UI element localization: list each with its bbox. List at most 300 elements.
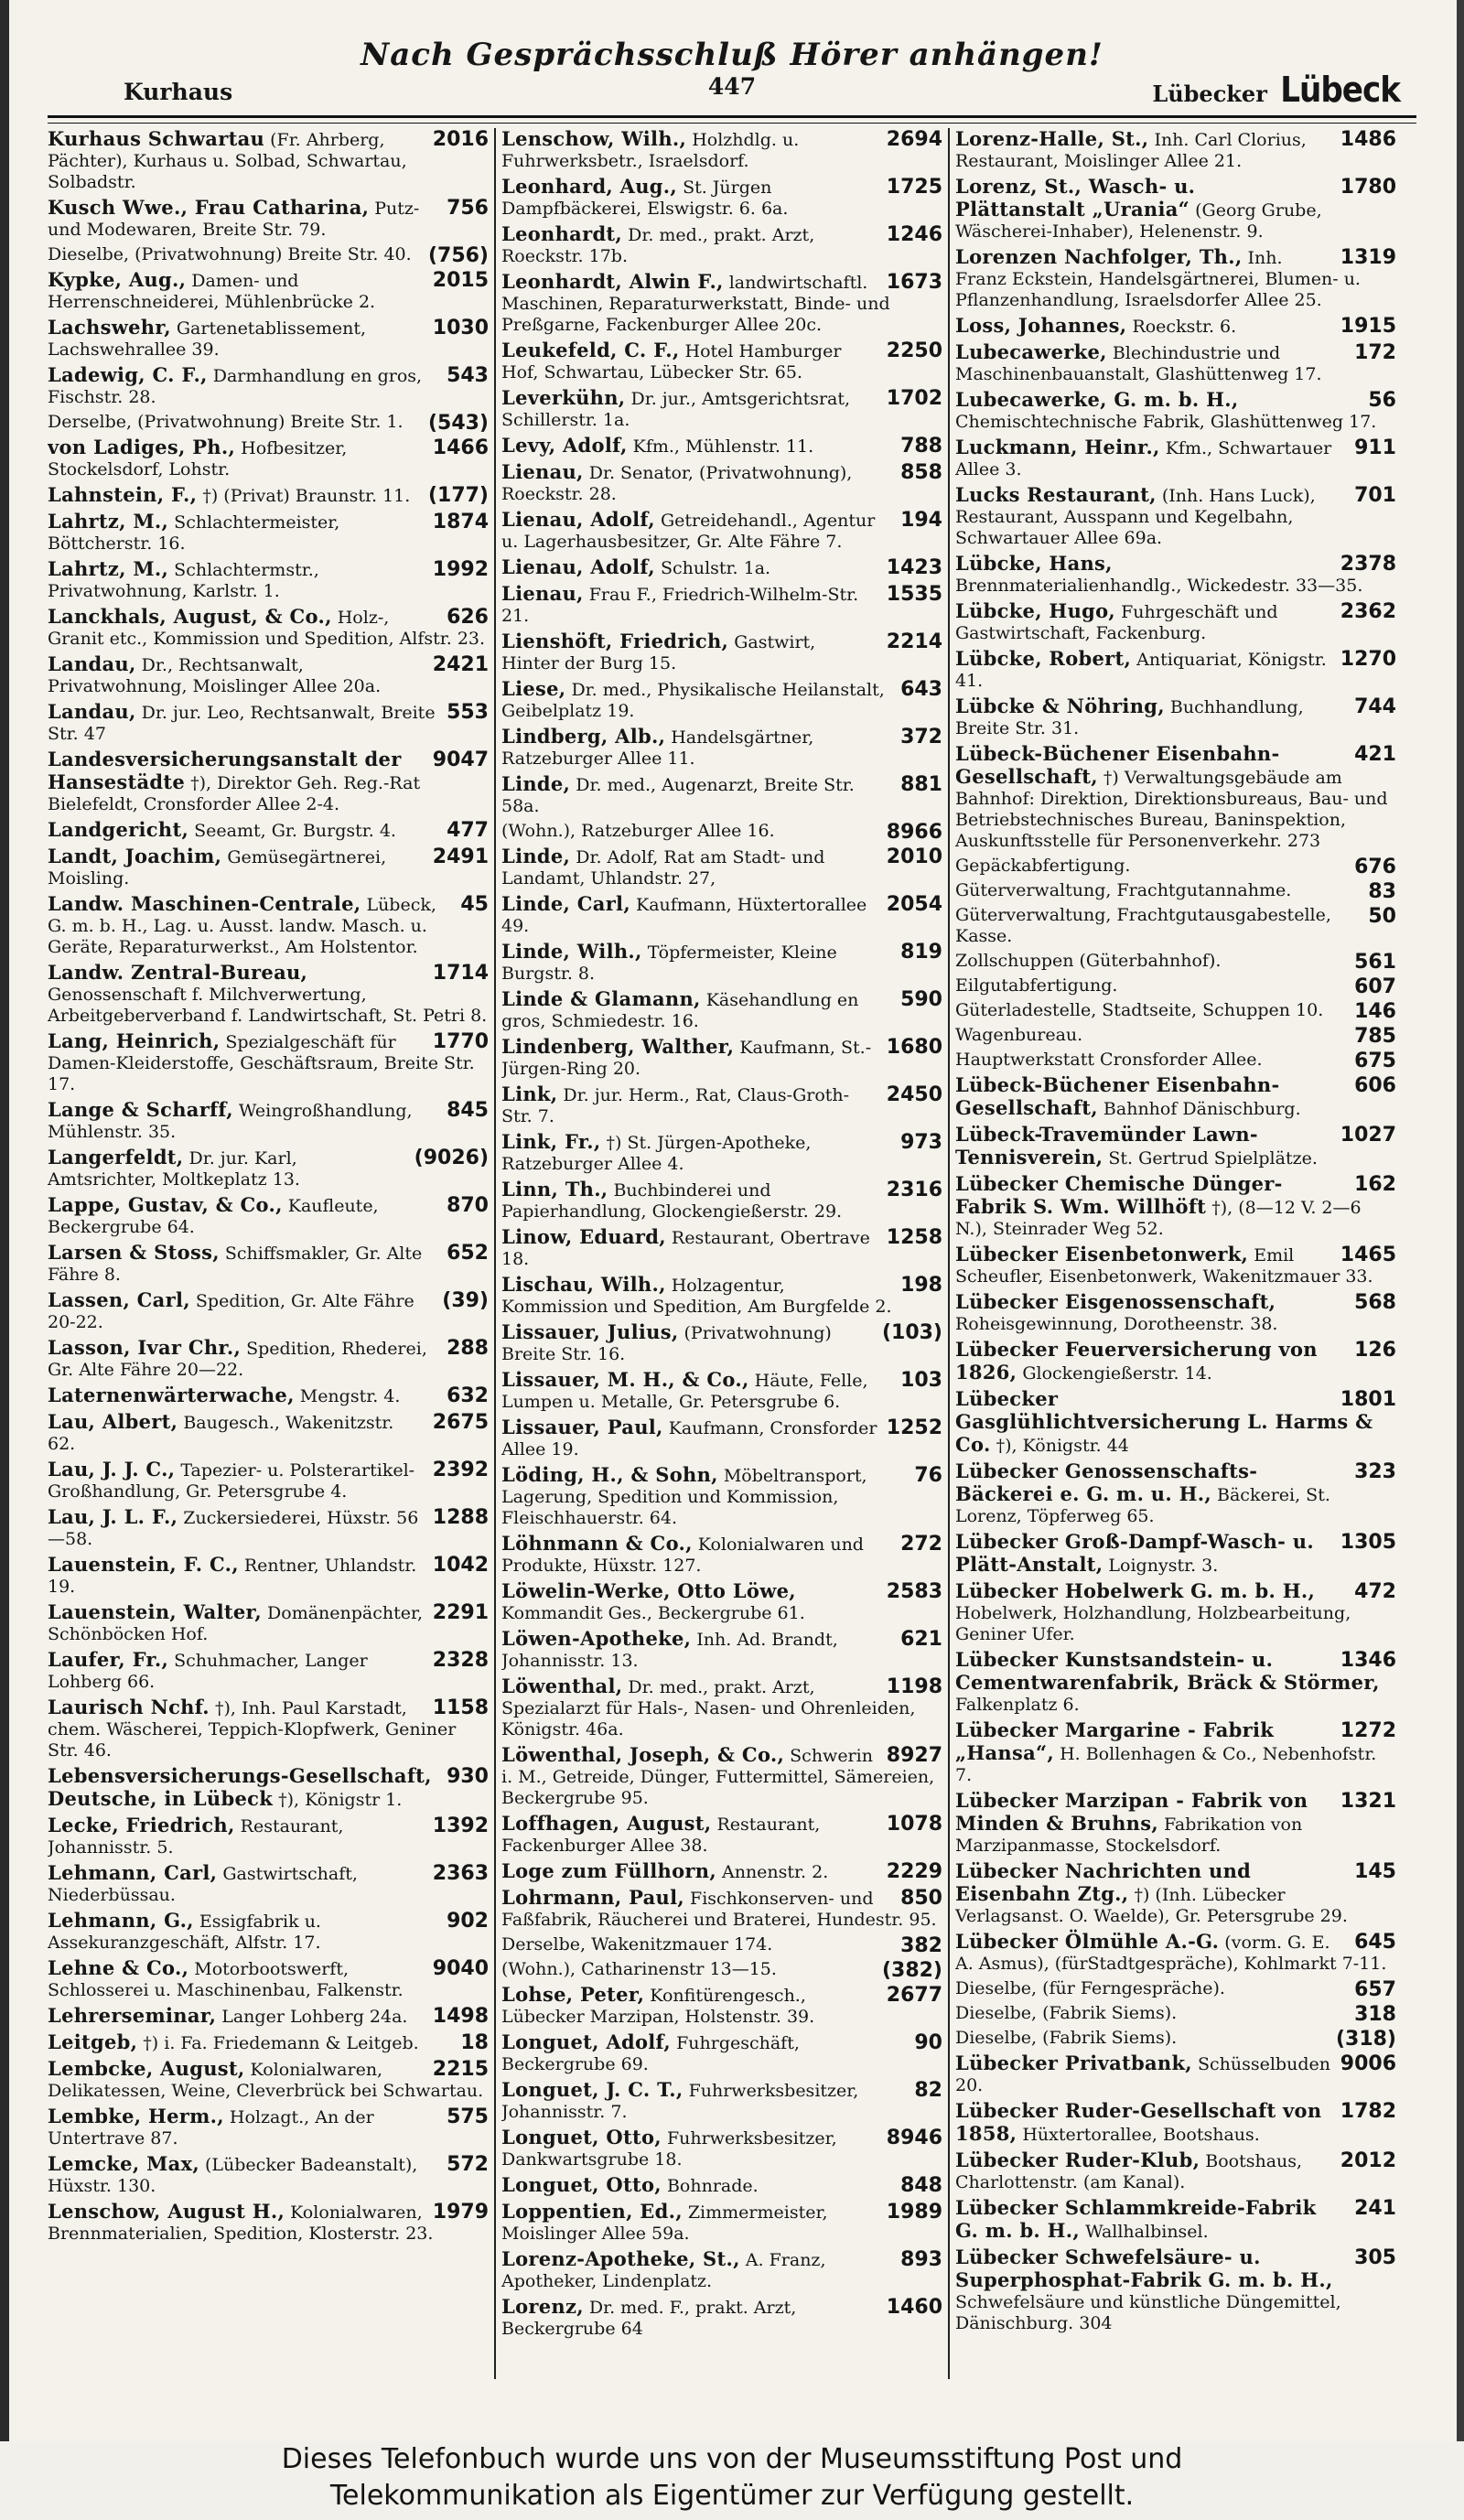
entry-name: Levy, Adolf, xyxy=(501,434,628,457)
entry-details: Kaufmann, Cronsforder Allee 19. xyxy=(501,1418,877,1459)
phone-number: 9047 xyxy=(432,748,489,771)
directory-entry xyxy=(48,1337,489,1381)
entry-details: Inh. Ad. Brandt, Johannisstr. 13. xyxy=(501,1630,838,1671)
header-rule-thin xyxy=(48,123,1416,124)
entry-details: Restaurant, Fackenburger Allee 38. xyxy=(501,1815,821,1856)
phone-number: 8946 xyxy=(886,2127,942,2149)
directory-entry xyxy=(48,1506,489,1550)
directory-entry xyxy=(48,1384,489,1407)
entry-name: Lasson, Ivar Chr., xyxy=(48,1336,242,1359)
entry-details: †) Verwaltungsgebäude am Bahnhof: Direktion, Direktionsbureaus, Bau- und Betriebstechnisches Bureau, Baninspektion, Auskunftsstelle für Personenverkehr. 273 xyxy=(955,768,1388,851)
entry-name: Lindenberg, Walther, xyxy=(501,1035,735,1058)
entry-name: Löwelin-Werke, Otto Löwe, xyxy=(501,1579,796,1602)
entry-name: Lienau, xyxy=(501,460,584,483)
phone-number: 973 xyxy=(900,1131,942,1154)
phone-number: 701 xyxy=(1354,484,1396,507)
entry-details: Kfm., Schwartauer Allee 3. xyxy=(955,438,1332,479)
entry-name: Linn, Th., xyxy=(501,1178,608,1201)
entry-details: Kolonialwaren und Produkte, Hüxstr. 127. xyxy=(501,1535,864,1576)
phone-number: 1535 xyxy=(886,583,942,606)
phone-number: 1258 xyxy=(886,1226,942,1249)
directory-entry xyxy=(955,553,1396,597)
directory-entry xyxy=(501,461,942,505)
entry-details: (Privatwohnung) Breite Str. 16. xyxy=(501,1323,832,1364)
entry-name: Lübecker Ruder-Gesellschaft von 1858, xyxy=(955,2099,1322,2145)
directory-entry xyxy=(501,1887,942,1931)
entry-name: Laternenwärterwache, xyxy=(48,1384,295,1406)
entry-name: Lübeck-Travemünder Lawn-Tennisverein, xyxy=(955,1123,1258,1168)
phone-number: 145 xyxy=(1354,1860,1396,1883)
directory-entry xyxy=(501,1274,942,1318)
entry-details: Holzagentur, Kommission und Spedition, Am Burgfelde 2. xyxy=(501,1276,892,1317)
directory-entry xyxy=(501,223,942,267)
phone-number: 676 xyxy=(1354,856,1396,878)
phone-number: 1992 xyxy=(432,558,489,581)
entry-details: Bootshaus, Charlottenstr. (am Kanal). xyxy=(955,2151,1303,2192)
phone-number: 1801 xyxy=(1340,1388,1396,1411)
entry-name: Linde, xyxy=(501,845,571,867)
entry-details: Kaufmann, Hüxtertorallee 49. xyxy=(501,895,867,936)
page-header xyxy=(37,37,1427,119)
phone-number: 1027 xyxy=(1340,1124,1396,1147)
entry-name: Link, xyxy=(501,1082,558,1105)
entry-details: Kommandit Ges., Beckergrube 61. xyxy=(501,1603,805,1623)
page-number: 447 xyxy=(707,73,757,100)
directory-entry xyxy=(501,773,942,817)
footer-note xyxy=(0,2441,1464,2520)
entry-details: Emil Scheufler, Eisenbetonwerk, Wakenitzmauer 33. xyxy=(955,1245,1373,1287)
phone-number: 76 xyxy=(914,1464,942,1487)
phone-number: 607 xyxy=(1354,975,1396,998)
directory-entry xyxy=(501,821,942,842)
entry-details: Derselbe, Wakenitzmauer 174. xyxy=(501,1934,773,1955)
directory-entry xyxy=(955,128,1396,172)
entry-details: Roeckstr. 6. xyxy=(1132,317,1237,337)
phone-number: 9040 xyxy=(432,1957,489,1980)
phone-number: 103 xyxy=(900,1369,942,1392)
entry-details: St. Gertrud Spielplätze. xyxy=(1108,1148,1318,1168)
directory-entry xyxy=(501,1226,942,1270)
phone-number: 45 xyxy=(460,893,489,916)
directory-entry xyxy=(501,726,942,770)
directory-entry xyxy=(955,2028,1396,2049)
entry-name: Laurisch Nchf. xyxy=(48,1696,210,1718)
phone-number: 1486 xyxy=(1340,128,1396,151)
directory-entry xyxy=(955,1860,1396,1927)
entry-name: Loffhagen, August, xyxy=(501,1812,712,1835)
phone-number: 2392 xyxy=(432,1459,489,1481)
entry-name: Lehmann, Carl, xyxy=(48,1861,218,1884)
entry-details: Inh. Carl Clorius, Restaurant, Moislinger Allee 21. xyxy=(955,130,1307,171)
phone-number: 1725 xyxy=(886,176,942,199)
phone-number: 1270 xyxy=(1340,648,1396,671)
header-rule-thick xyxy=(48,115,1416,118)
entry-details: Hobelwerk, Holzhandlung, Holzbearbeitung, Geniner Ufer. xyxy=(955,1603,1351,1644)
entry-details: Gastwirt, Hinter der Burg 15. xyxy=(501,632,816,673)
phone-number: 126 xyxy=(1354,1339,1396,1362)
entry-details: Damen- und Herrenschneiderei, Mühlenbrücke 2. xyxy=(48,271,376,312)
phone-number: 2012 xyxy=(1340,2149,1396,2172)
directory-entry xyxy=(955,1173,1396,1240)
entry-name: Lübcke, Robert, xyxy=(955,647,1132,670)
entry-name: Longuet, Adolf, xyxy=(501,2030,672,2053)
directory-entry xyxy=(48,606,489,650)
phone-number: 553 xyxy=(447,701,489,724)
phone-number: 2214 xyxy=(886,630,942,653)
phone-number: (177) xyxy=(427,484,489,507)
entry-details: (Inh. Hans Luck), Restaurant, Ausspann und Kegelbahn, Schwartauer Allee 69a. xyxy=(955,486,1316,548)
scan-edge-right xyxy=(1457,0,1464,2441)
entry-details: Konfitürengesch., Lübecker Marzipan, Holstenstr. 39. xyxy=(501,1986,815,2027)
entry-name: Landesversicherungsanstalt der Hansestädte xyxy=(48,748,402,793)
entry-details: Kaufleute, Beckergrube 64. xyxy=(48,1196,379,1237)
directory-entry xyxy=(48,1289,489,1333)
entry-name: Linde & Glamann, xyxy=(501,987,701,1010)
entry-name: von Ladiges, Ph., xyxy=(48,436,236,458)
phone-number: 1498 xyxy=(432,2005,489,2028)
phone-number: 626 xyxy=(447,606,489,629)
entry-name: Lorenz, xyxy=(501,2295,584,2318)
directory-entry xyxy=(501,1464,942,1529)
phone-number: 82 xyxy=(914,2079,942,2102)
entry-name: Lissauer, Julius, xyxy=(501,1320,679,1343)
directory-entry xyxy=(501,556,942,579)
entry-details: Kfm., Mühlenstr. 11. xyxy=(632,436,814,457)
directory-entry xyxy=(501,583,942,627)
entry-name: Liese, xyxy=(501,677,566,700)
directory-entry xyxy=(955,1339,1396,1384)
entry-name: Kusch Wwe., Frau Catharina, xyxy=(48,196,370,219)
entry-details: Buchbinderei und Papierhandlung, Glockengießerstr. 29. xyxy=(501,1180,843,1222)
phone-number: (39) xyxy=(442,1289,489,1312)
entry-details: A. Franz, Apotheker, Lindenplatz. xyxy=(501,2250,826,2291)
entry-name: Kurhaus Schwartau xyxy=(48,128,265,150)
entry-name: Lecke, Friedrich, xyxy=(48,1814,235,1836)
entry-name: Lorenz, St., Wasch- u. Plättanstalt „Urania“ xyxy=(955,175,1196,221)
entry-details: Frau F., Friedrich-Wilhelm-Str. 21. xyxy=(501,585,859,626)
entry-details: Annenstr. 2. xyxy=(721,1862,829,1882)
entry-name: Lanckhals, August, & Co., xyxy=(48,605,332,628)
directory-entry xyxy=(48,1862,489,1906)
phone-number: 2015 xyxy=(432,269,489,292)
phone-number: 1272 xyxy=(1340,1719,1396,1742)
entry-details: †) St. Jürgen-Apotheke, Ratzeburger Allee 4. xyxy=(501,1133,812,1174)
phone-number: 1158 xyxy=(432,1696,489,1719)
phone-number: 1714 xyxy=(432,962,489,985)
directory-entry xyxy=(48,558,489,602)
entry-details: Darmhandlung en gros, Fischstr. 28. xyxy=(48,366,423,407)
directory-entry xyxy=(501,1675,942,1740)
entry-details: Tapezier- u. Polsterartikel-Großhandlung, Gr. Petersgrube 4. xyxy=(48,1460,415,1502)
phone-number: 2421 xyxy=(432,653,489,676)
directory-entry xyxy=(501,176,942,220)
directory-entry xyxy=(501,2031,942,2075)
column-1 xyxy=(48,128,489,2388)
phone-number: 575 xyxy=(447,2105,489,2128)
directory-entry xyxy=(48,1459,489,1502)
entry-name: Lorenz-Halle, St., xyxy=(955,128,1149,150)
phone-number: 305 xyxy=(1354,2246,1396,2269)
directory-entry xyxy=(501,1083,942,1127)
entry-details: Loignystr. 3. xyxy=(1108,1556,1219,1576)
entry-name: Lubecawerke, G. m. b. H., xyxy=(955,388,1239,411)
entry-details: Spedition, Rhederei, Gr. Alte Fähre 20—22. xyxy=(48,1339,427,1380)
phone-number: (9026) xyxy=(414,1147,489,1169)
directory-entry xyxy=(501,1369,942,1413)
directory-entry xyxy=(501,1628,942,1672)
entry-name: Lübecker Gasglühlichtversicherung L. Harms & Co. xyxy=(955,1387,1373,1456)
directory-entry xyxy=(48,2201,489,2245)
entry-details: Holzhdlg. u. Fuhrwerksbetr., Israelsdorf. xyxy=(501,130,800,171)
phone-number: 2363 xyxy=(432,1862,489,1885)
directory-entry xyxy=(48,1910,489,1954)
entry-details: (Wohn.), Ratzeburger Allee 16. xyxy=(501,821,775,841)
entry-name: Lübcke & Nöhring, xyxy=(955,695,1165,717)
entry-name: Lau, J. L. F., xyxy=(48,1505,178,1528)
entry-name: Lahrtz, M., xyxy=(48,510,169,533)
entry-name: Luckmann, Heinr., xyxy=(955,436,1160,458)
phone-number: 645 xyxy=(1354,1931,1396,1954)
entry-details: Hauptwerkstatt Cronsforder Allee. xyxy=(955,1050,1263,1070)
directory-entry xyxy=(501,2079,942,2123)
phone-number: 657 xyxy=(1354,1978,1396,2001)
entry-details: Güterverwaltung, Frachtgutannahme. xyxy=(955,880,1292,900)
entry-name: Landgericht, xyxy=(48,818,189,841)
phone-number: 756 xyxy=(447,197,489,220)
entry-name: Lindberg, Alb., xyxy=(501,725,666,748)
directory-entry xyxy=(955,1244,1396,1287)
header-first-entry: Kurhaus xyxy=(124,79,233,105)
phone-number: 561 xyxy=(1354,951,1396,974)
directory-entry xyxy=(48,484,489,507)
entry-name: Lissauer, Paul, xyxy=(501,1416,663,1438)
entry-name: Leonhardt, Alwin F., xyxy=(501,270,724,293)
entry-details: Schiffsmakler, Gr. Alte Fähre 8. xyxy=(48,1244,423,1285)
entry-details: Restaurant, Johannisstr. 5. xyxy=(48,1816,344,1858)
entry-details: Glockengießerstr. 14. xyxy=(1022,1363,1212,1384)
phone-number: 421 xyxy=(1354,743,1396,766)
phone-number: 1915 xyxy=(1340,315,1396,338)
entry-name: Lauenstein, Walter, xyxy=(48,1600,262,1623)
entry-details: †) (Privat) Braunstr. 11. xyxy=(202,486,411,506)
entry-name: Lehrerseminar, xyxy=(48,2004,217,2027)
directory-entry xyxy=(955,695,1396,739)
entry-name: Lübeck-Büchener Eisenbahn-Gesellschaft, xyxy=(955,1073,1280,1119)
directory-entry xyxy=(48,1815,489,1858)
entry-details: †) (Inh. Lübecker Verlagsanst. O. Waelde), Gr. Petersgrube 29. xyxy=(955,1885,1348,1926)
phone-number: 848 xyxy=(900,2174,942,2197)
entry-details: Dr. med. F., prakt. Arzt, Beckergrube 64 xyxy=(501,2298,797,2339)
directory-entry xyxy=(501,509,942,553)
phone-number: 472 xyxy=(1354,1580,1396,1603)
entry-details: †), (8—12 V. 2—6 N.), Steinrader Weg 52. xyxy=(955,1198,1362,1239)
entry-details: Schwerin i. M., Getreide, Dünger, Futtermittel, Sämereien, Beckergrube 95. xyxy=(501,1746,935,1808)
directory-entry xyxy=(48,1030,489,1095)
phone-number: 1030 xyxy=(432,317,489,339)
entry-name: Lübecker Ruder-Klub, xyxy=(955,2148,1200,2171)
entry-name: Lübecker Groß-Dampf-Wasch- u. Plätt-Anstalt, xyxy=(955,1530,1314,1576)
header-city: Lübeck xyxy=(1280,70,1400,110)
phone-number: 652 xyxy=(447,1242,489,1265)
entry-details: Wagenbureau. xyxy=(955,1025,1083,1045)
directory-entry xyxy=(501,1934,942,1955)
entry-name: Lau, Albert, xyxy=(48,1410,178,1433)
phone-number: 1321 xyxy=(1340,1790,1396,1813)
phone-number: 2694 xyxy=(886,128,942,151)
entry-details: Bahnhof Dänischburg. xyxy=(1103,1099,1301,1119)
directory-entry xyxy=(48,1649,489,1693)
entry-name: Lübecker Schlammkreide-Fabrik G. m. b. H., xyxy=(955,2196,1317,2242)
phone-number: 930 xyxy=(447,1765,489,1788)
directory-entry xyxy=(48,819,489,842)
entry-details: Gepäckabfertigung. xyxy=(955,856,1131,876)
directory-entry xyxy=(955,1388,1396,1457)
entry-details: Spedition, Gr. Alte Fähre 20-22. xyxy=(48,1291,414,1332)
entry-details: Holzagt., An der Untertrave 87. xyxy=(48,2107,374,2148)
entry-details: Fuhrwerksbesitzer, Johannisstr. 7. xyxy=(501,2081,859,2122)
entry-name: Lohrmann, Paul, xyxy=(501,1886,684,1909)
directory-entry xyxy=(501,630,942,674)
phone-number: 272 xyxy=(900,1533,942,1556)
entry-name: Linde, Wilh., xyxy=(501,940,642,963)
entry-name: Ladewig, C. F., xyxy=(48,363,208,386)
phone-number: 2328 xyxy=(432,1649,489,1672)
entry-name: Lübecker Hobelwerk G. m. b. H., xyxy=(955,1579,1316,1602)
entry-details: Putz- und Modewaren, Breite Str. 79. xyxy=(48,199,420,240)
directory-entry xyxy=(48,845,489,889)
directory-entry xyxy=(48,2058,489,2102)
entry-name: Lenschow, Wilh., xyxy=(501,128,687,150)
phone-number: 1702 xyxy=(886,387,942,410)
entry-name: Lohse, Peter, xyxy=(501,1983,645,2006)
directory-entry xyxy=(955,1000,1396,1021)
entry-details: H. Bollenhagen & Co., Nebenhofstr. 7. xyxy=(955,1744,1377,1785)
phone-number: 1346 xyxy=(1340,1649,1396,1672)
phone-number: 881 xyxy=(900,773,942,796)
entry-details: †), Direktor Geh. Reg.-Rat Bielefeldt, Cronsforder Allee 2-4. xyxy=(48,773,421,814)
entry-name: Leitgeb, xyxy=(48,2030,138,2053)
phone-number: 675 xyxy=(1354,1050,1396,1072)
directory-entry xyxy=(48,1601,489,1645)
entry-details: Dr. med., prakt. Arzt, Spezialarzt für Hals-, Nasen- und Ohrenleiden, Königstr. 46a. xyxy=(501,1677,916,1739)
directory-entry xyxy=(48,244,489,265)
entry-details: Buchhandlung, Breite Str. 31. xyxy=(955,697,1304,738)
entry-details: Fuhrgeschäft und Gastwirtschaft, Fackenburg. xyxy=(955,602,1278,643)
entry-name: Landau, xyxy=(48,700,136,723)
entry-name: Lenschow, August H., xyxy=(48,2200,285,2223)
entry-name: Lübecker Eisgenossenschaft, xyxy=(955,1290,1276,1313)
directory-entry xyxy=(955,436,1396,480)
phone-number: 850 xyxy=(900,1887,942,1910)
entry-details: Gartenetablissement, Lachswehrallee 39. xyxy=(48,318,367,360)
directory-columns xyxy=(48,128,1402,2388)
directory-entry xyxy=(48,653,489,697)
directory-entry xyxy=(955,2197,1396,2243)
phone-number: 83 xyxy=(1368,880,1396,903)
phone-number: 1989 xyxy=(886,2201,942,2224)
directory-entry xyxy=(955,246,1396,311)
directory-entry xyxy=(955,2052,1396,2096)
directory-entry xyxy=(48,1696,489,1761)
directory-entry xyxy=(48,2031,489,2054)
entry-details: Dr. Senator, (Privatwohnung), Roeckstr. 28. xyxy=(501,463,853,504)
footer-line-1: Dieses Telefonbuch wurde uns von der Museumsstiftung Post und xyxy=(281,2443,1183,2475)
entry-name: Leonhard, Aug., xyxy=(501,175,678,198)
directory-entry xyxy=(501,1580,942,1624)
entry-details: Schwefelsäure und künstliche Düngemittel, Dänischburg. 304 xyxy=(955,2292,1341,2333)
entry-name: Lübecker Genossenschafts-Bäckerei e. G. m. u. H., xyxy=(955,1459,1258,1505)
directory-entry xyxy=(48,436,489,480)
entry-name: Lübecker Nachrichten und Eisenbahn Ztg., xyxy=(955,1859,1252,1905)
entry-details: Blechindustrie und Maschinenbauanstalt, Glashüttenweg 17. xyxy=(955,343,1322,384)
directory-entry xyxy=(501,893,942,937)
directory-entry xyxy=(955,1649,1396,1716)
column-divider xyxy=(948,128,950,2379)
entry-name: Lissauer, M. H., & Co., xyxy=(501,1368,749,1391)
phone-number: 162 xyxy=(1354,1173,1396,1196)
phone-number: 1460 xyxy=(886,2296,942,2319)
entry-details: Gemüsegärtnerei, Moisling. xyxy=(48,847,387,888)
phone-number: 2016 xyxy=(432,128,489,151)
directory-entry xyxy=(501,2248,942,2292)
entry-details: (vorm. G. E. A. Asmus), (fürStadtgespräche), Kohlmarkt 7-11. xyxy=(955,1933,1387,1974)
directory-entry xyxy=(501,1533,942,1577)
phone-number: 2215 xyxy=(432,2058,489,2081)
entry-name: Lahnstein, F., xyxy=(48,483,198,506)
entry-details: Falkenplatz 6. xyxy=(955,1695,1080,1715)
directory-entry xyxy=(501,271,942,336)
phone-number: 8966 xyxy=(886,821,942,844)
entry-name: Longuet, Otto, xyxy=(501,2126,662,2148)
entry-details: Schüsselbuden 20. xyxy=(955,2054,1330,2095)
entry-name: Langerfeldt, xyxy=(48,1146,184,1168)
entry-name: Lübeck-Büchener Eisenbahn-Gesellschaft, xyxy=(955,742,1280,788)
entry-name: Loss, Johannes, xyxy=(955,314,1127,337)
phone-number: 1874 xyxy=(432,511,489,533)
entry-details: Dr. jur. Leo, Rechtsanwalt, Breite Str. 47 xyxy=(48,703,436,744)
directory-entry xyxy=(955,856,1396,877)
entry-details: Schlachtermeister, Böttcherstr. 16. xyxy=(48,512,340,554)
entry-details: Restaurant, Obertrave 18. xyxy=(501,1228,870,1269)
phone-number: 1770 xyxy=(432,1030,489,1053)
entry-name: Lienshöft, Friedrich, xyxy=(501,630,729,652)
entry-details: Dr. med., Physikalische Heilanstalt, Geibelplatz 19. xyxy=(501,680,885,721)
entry-details: Kaufmann, St.-Jürgen-Ring 20. xyxy=(501,1038,872,1079)
entry-details: Dr., Rechtsanwalt, Privatwohnung, Moislinger Allee 20a. xyxy=(48,655,382,696)
directory-entry xyxy=(955,743,1396,852)
entry-details: Zimmermeister, Moislinger Allee 59a. xyxy=(501,2202,828,2244)
entry-details: St. Jürgen Dampfbäckerei, Elswigstr. 6. 6a. xyxy=(501,178,789,219)
directory-entry xyxy=(48,1242,489,1286)
phone-number: 2583 xyxy=(886,1580,942,1603)
directory-entry xyxy=(955,1719,1396,1786)
entry-name: Lübecker Eisenbetonwerk, xyxy=(955,1243,1249,1265)
phone-number: 2362 xyxy=(1340,600,1396,623)
entry-name: Linow, Eduard, xyxy=(501,1225,666,1248)
directory-entry xyxy=(501,1131,942,1175)
entry-name: Löwenthal, xyxy=(501,1675,623,1697)
directory-entry xyxy=(955,905,1396,947)
phone-number: 146 xyxy=(1354,1000,1396,1023)
directory-entry xyxy=(501,1984,942,2028)
directory-entry xyxy=(501,339,942,383)
entry-name: Longuet, Otto, xyxy=(501,2173,662,2196)
directory-entry xyxy=(955,648,1396,692)
entry-name: Loge zum Füllhorn, xyxy=(501,1859,716,1882)
entry-name: Kypke, Aug., xyxy=(48,268,187,291)
phone-number: 590 xyxy=(900,988,942,1011)
phone-number: 785 xyxy=(1354,1025,1396,1048)
